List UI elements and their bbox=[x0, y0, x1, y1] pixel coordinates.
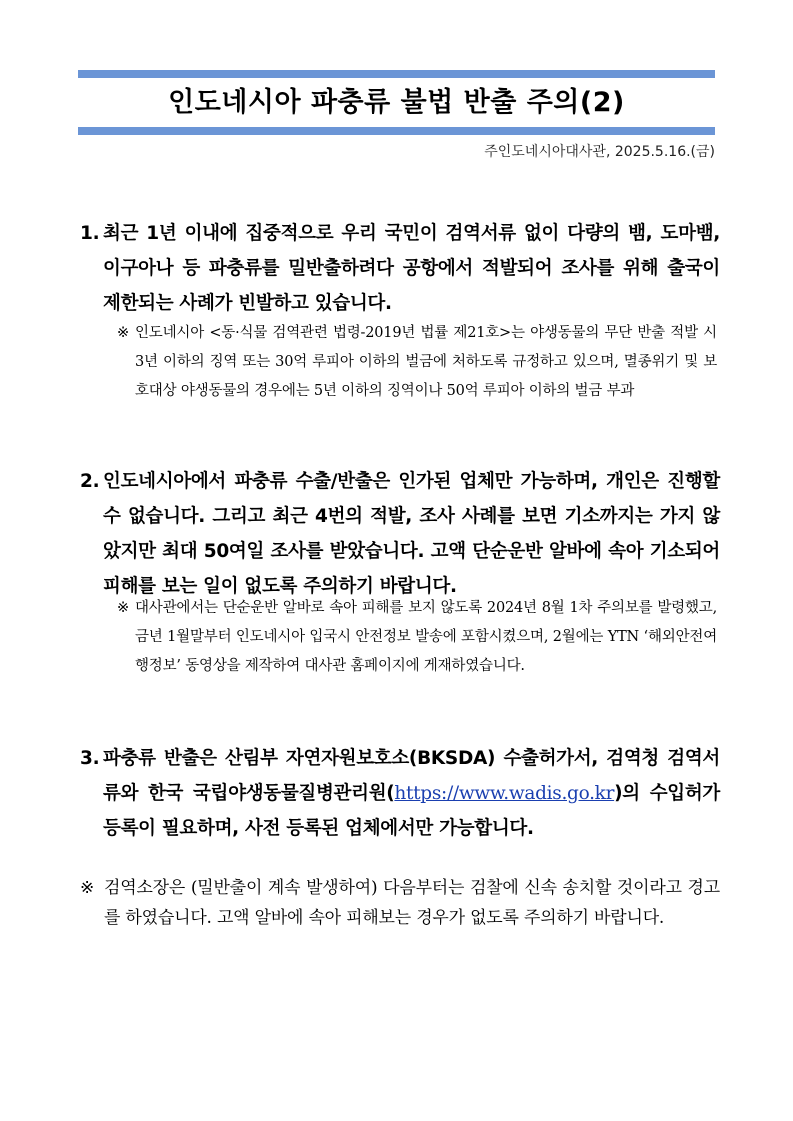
section-text-after-link: )의 수입허가 등록이 필요하며, 사전 등록된 업체에서만 가능합니다. bbox=[103, 783, 720, 839]
issuer-date: 주인도네시아대사관, 2025.5.16.(금) bbox=[484, 144, 715, 160]
section-number: 1. bbox=[80, 223, 100, 244]
section-1-note bbox=[117, 319, 717, 406]
section-number: 3. bbox=[80, 748, 100, 769]
note-text: 대사관에서는 단순운반 알바로 속아 피해를 보지 않도록 2024년 8월 1차 주의보를 발령했고, 금년 1월말부터 인도네시아 입국시 안전정보 발송에 포함시켰으며, 2월에는 YTN ‘해외안전여행정보’ 동영상을 제작하여 대사관 홈페이지에 게재하였습니다. bbox=[135, 600, 717, 674]
section-1 bbox=[80, 216, 720, 321]
closing-text: 검역소장은 (밀반출이 계속 발생하여) 다음부터는 검찰에 신속 송치할 것이라고 경고를 하였습니다. 고액 알바에 속아 피해보는 경우가 없도록 주의하기 바랍니다. bbox=[104, 878, 720, 928]
section-2-note bbox=[117, 594, 717, 681]
section-text-before-link: 파충류 반출은 산림부 자연자원보호소(BKSDA) 수출허가서, 검역청 검역서류와 한국 국립야생동물질병관리원( bbox=[103, 748, 720, 804]
note-mark: ※ bbox=[117, 325, 129, 341]
title-bottom-rule bbox=[78, 127, 715, 135]
wadis-link[interactable]: https://www.wadis.go.kr bbox=[394, 783, 615, 804]
section-text: 최근 1년 이내에 집중적으로 우리 국민이 검역서류 없이 다량의 뱀, 도마뱀, 이구아나 등 파충류를 밀반출하려다 공항에서 적발되어 조사를 위해 출국이 제한되는 사례가 빈발하고 있습니다. bbox=[103, 223, 720, 314]
note-mark: ※ bbox=[117, 600, 129, 616]
title-top-rule bbox=[78, 70, 715, 78]
section-3 bbox=[80, 741, 720, 846]
section-2 bbox=[80, 464, 720, 604]
section-number: 2. bbox=[80, 471, 100, 492]
section-text bbox=[103, 741, 720, 846]
section-text: 인도네시아에서 파충류 수출/반출은 인가된 업체만 가능하며, 개인은 진행할 수 없습니다. 그리고 최근 4번의 적발, 조사 사례를 보면 기소까지는 가지 않았지만 최대 50여일 조사를 받았습니다. 고액 단순운반 알바에 속아 기소되어 피해를 보는 일이 없도록 주의하기 바랍니다. bbox=[103, 471, 720, 597]
page-title: 인도네시아 파충류 불법 반출 주의(2) bbox=[168, 87, 625, 118]
note-mark: ※ bbox=[80, 878, 95, 898]
note-text: 인도네시아 <동·식물 검역관련 법령-2019년 법률 제21호>는 야생동물의 무단 반출 적발 시 3년 이하의 징역 또는 30억 루피아 이하의 벌금에 처하도록 규정하고 있으며, 멸종위기 및 보호대상 야생동물의 경우에는 5년 이하의 징역이나 50억 루피아 이하의 벌금 부과 bbox=[135, 325, 717, 399]
closing-note bbox=[80, 873, 720, 933]
